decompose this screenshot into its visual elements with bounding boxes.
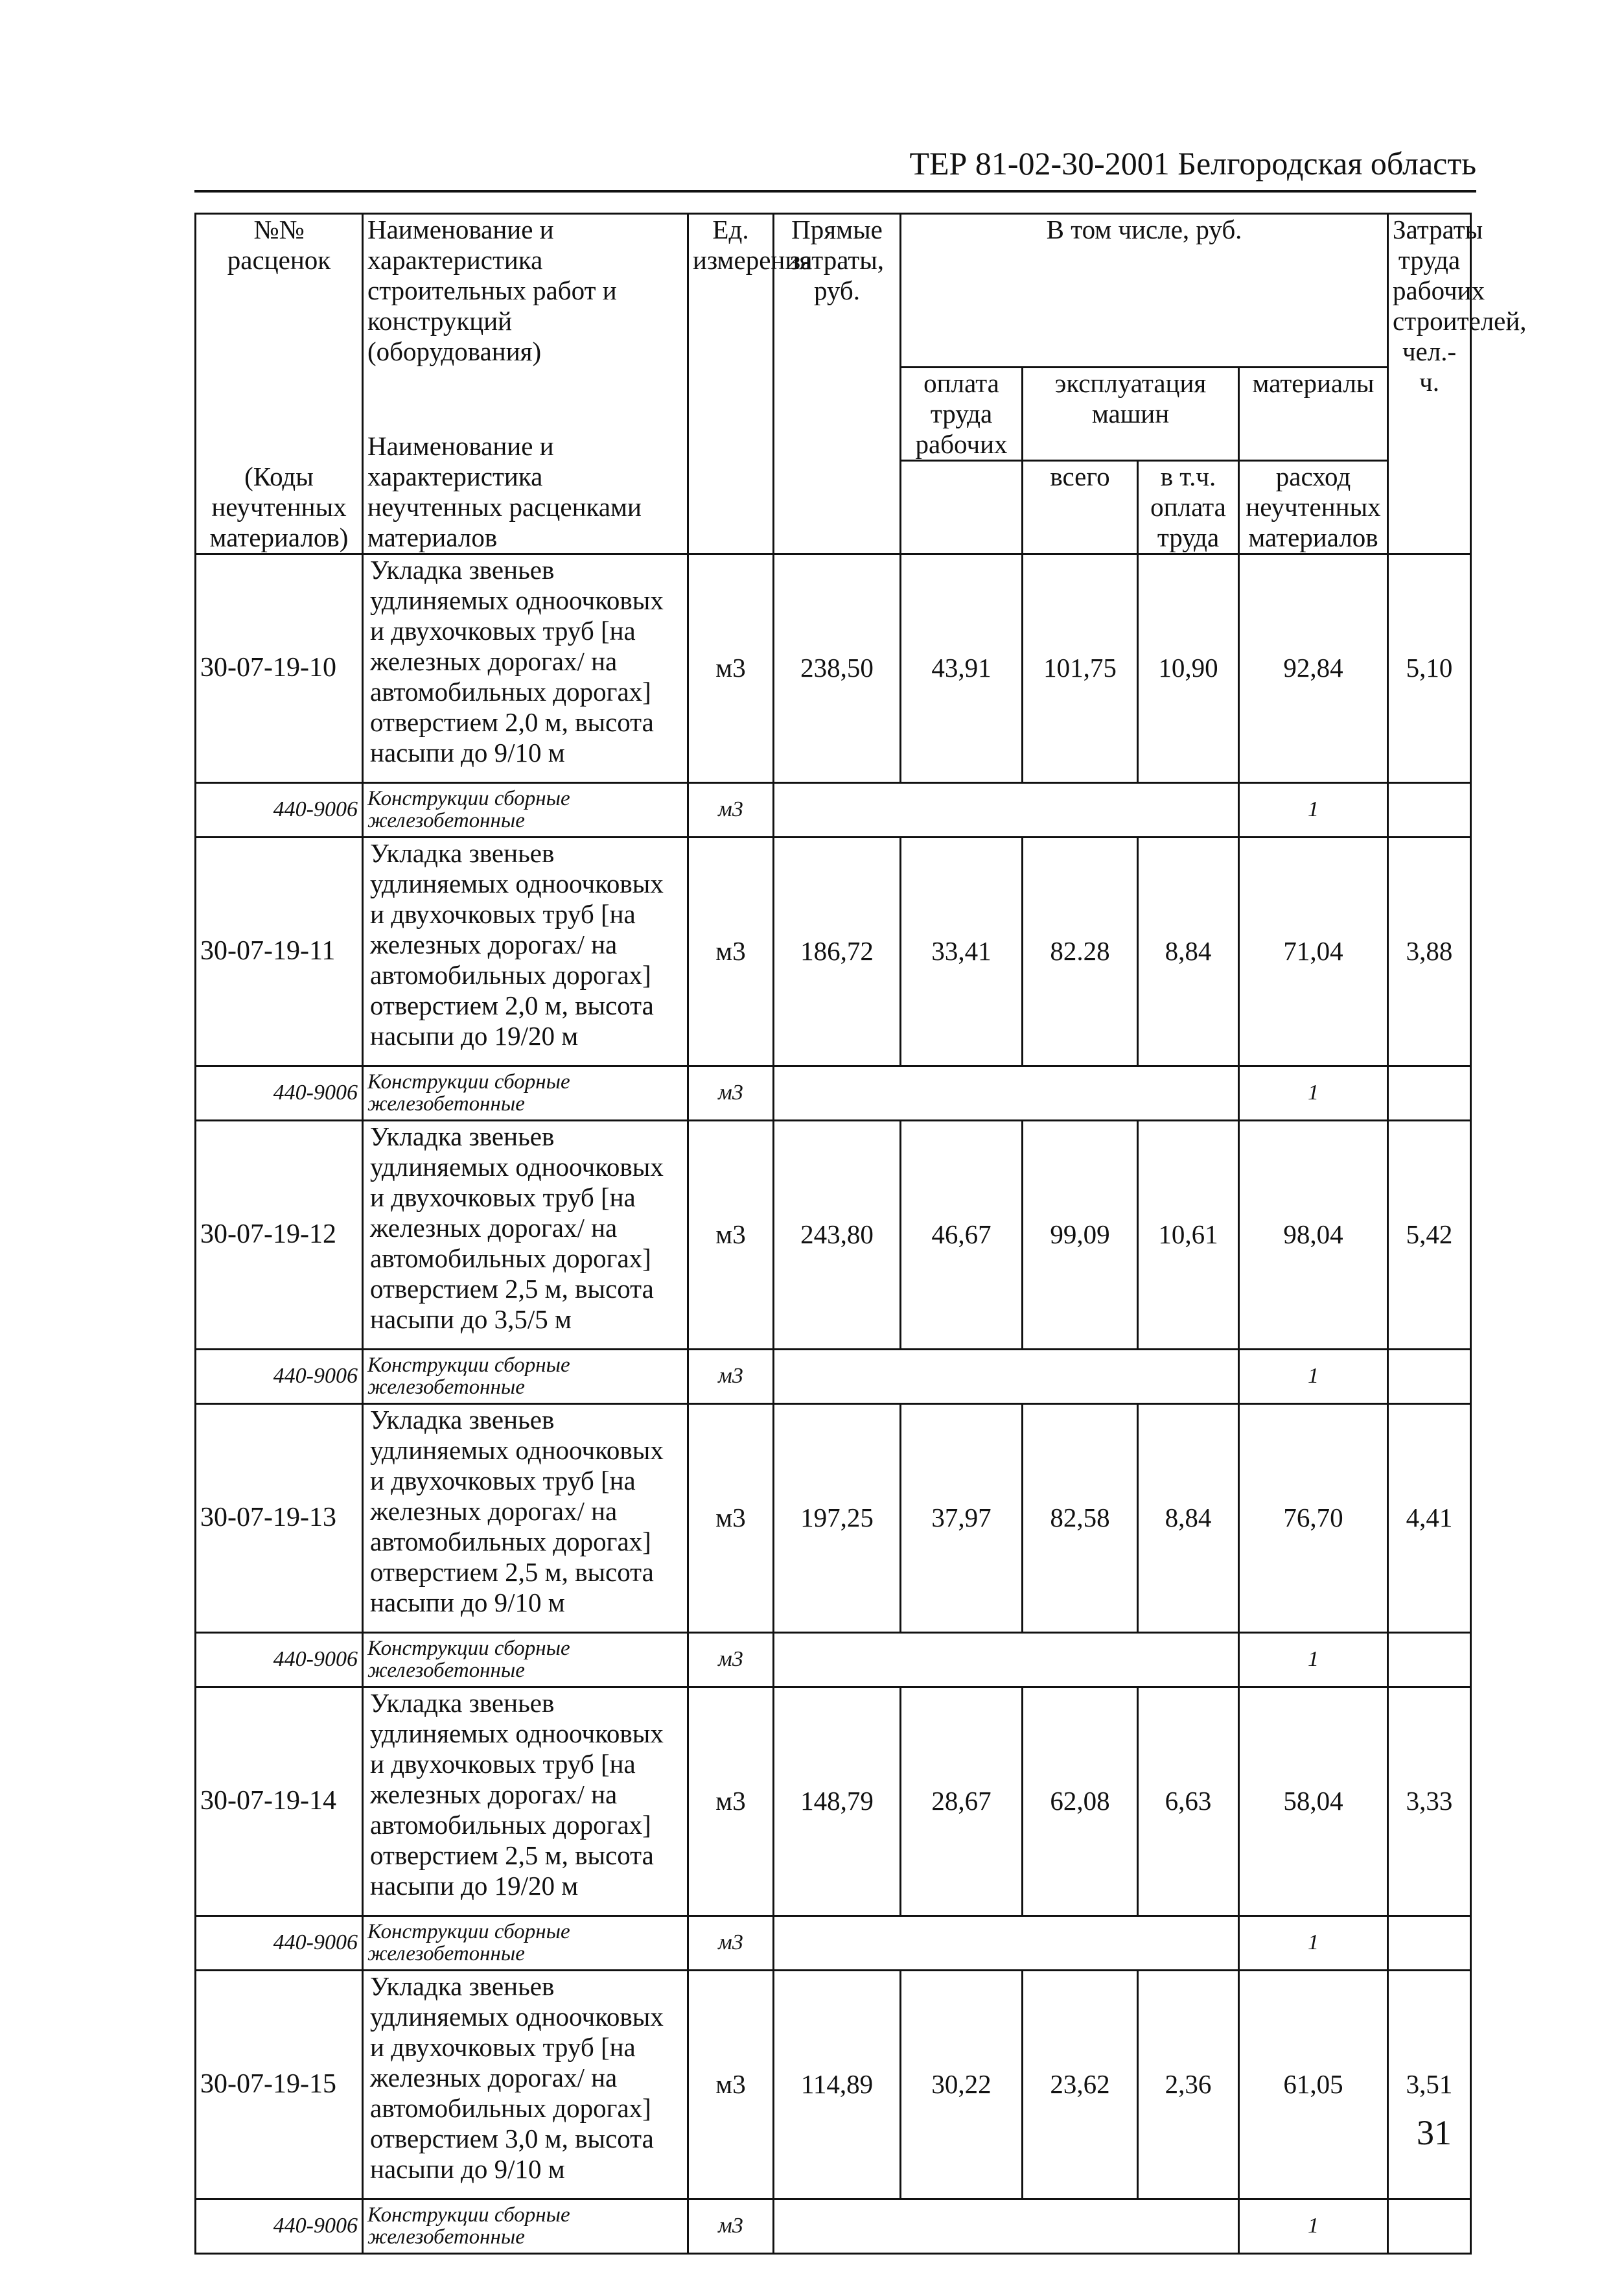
header-rule (194, 190, 1476, 193)
material-quantity: 1 (1239, 1916, 1388, 1970)
rate-labor: 5,42 (1388, 1120, 1471, 1349)
rate-machines-total: 23,62 (1023, 1970, 1138, 2199)
unaccounted-material-row (196, 1349, 1471, 1403)
rate-row (196, 554, 1471, 782)
rate-materials: 98,04 (1239, 1120, 1388, 1349)
rate-wages: 33,41 (901, 837, 1023, 1066)
rate-unit: м3 (688, 1403, 774, 1632)
material-labor-blank (1388, 2199, 1471, 2253)
rate-direct-costs: 114,89 (774, 1970, 901, 2199)
rate-unit: м3 (688, 1970, 774, 2199)
rate-description: Укладка звеньев удлиняемых одноочковых и двухочковых труб [на железных дорогах/ на автомобильных дорогах] отверстием 2,5 м, высота насыпи до 3,5/5 м (363, 1120, 688, 1349)
header-name: Наименование и характеристика строительных работ и конструкций (оборудования) (363, 214, 688, 368)
material-name: Конструкции сборные железобетонные (363, 2199, 688, 2253)
rate-machines-wages: 10,90 (1138, 554, 1239, 782)
material-code: 440-9006 (196, 1916, 363, 1970)
material-blank (774, 1349, 1239, 1403)
rate-labor: 3,33 (1388, 1687, 1471, 1916)
rate-wages: 43,91 (901, 554, 1023, 782)
header-unit: Ед. измерения (688, 214, 774, 554)
rate-machines-wages: 8,84 (1138, 1403, 1239, 1632)
rate-description: Укладка звеньев удлиняемых одноочковых и двухочковых труб [на железных дорогах/ на автомобильных дорогах] отверстием 3,0 м, высота насыпи до 9/10 м (363, 1970, 688, 2199)
header-machines-wages: в т.ч. оплата труда (1138, 460, 1239, 554)
material-code: 440-9006 (196, 2199, 363, 2253)
material-name: Конструкции сборные железобетонные (363, 1632, 688, 1687)
table-header (196, 214, 1527, 554)
rate-description: Укладка звеньев удлиняемых одноочковых и двухочковых труб [на железных дорогах/ на автомобильных дорогах] отверстием 2,5 м, высота насыпи до 19/20 м (363, 1687, 688, 1916)
rate-description: Укладка звеньев удлиняемых одноочковых и двухочковых труб [на железных дорогах/ на автомобильных дорогах] отверстием 2,0 м, высота насыпи до 19/20 м (363, 837, 688, 1066)
material-blank (774, 782, 1239, 837)
material-unit: м3 (688, 1066, 774, 1120)
rate-row (196, 837, 1471, 1066)
material-code: 440-9006 (196, 1349, 363, 1403)
header-machines-total: всего (1023, 460, 1138, 554)
material-name: Конструкции сборные железобетонные (363, 1916, 688, 1970)
rate-unit: м3 (688, 1120, 774, 1349)
rate-labor: 3,88 (1388, 837, 1471, 1066)
header-machines-group: эксплуатация машин (1023, 367, 1239, 460)
rate-machines-total: 99,09 (1023, 1120, 1138, 1349)
material-unit: м3 (688, 1916, 774, 1970)
rate-machines-total: 82,58 (1023, 1403, 1138, 1632)
material-blank (774, 1066, 1239, 1120)
material-code: 440-9006 (196, 1632, 363, 1687)
material-unit: м3 (688, 2199, 774, 2253)
document-header-title: ТЕР 81-02-30-2001 Белгородская область (909, 145, 1476, 182)
header-code: №№ расценок (196, 214, 363, 368)
rate-direct-costs: 186,72 (774, 837, 901, 1066)
rate-machines-wages: 8,84 (1138, 837, 1239, 1066)
unaccounted-material-row (196, 782, 1471, 837)
material-blank (774, 1916, 1239, 1970)
material-name: Конструкции сборные железобетонные (363, 1349, 688, 1403)
material-blank (774, 1632, 1239, 1687)
unaccounted-material-row (196, 1916, 1471, 1970)
rate-code: 30-07-19-12 (196, 1120, 363, 1349)
header-unaccounted-codes: (Коды неучтенных материалов) (196, 367, 363, 554)
rate-row (196, 1403, 1471, 1632)
material-blank (774, 2199, 1239, 2253)
rate-wages: 30,22 (901, 1970, 1023, 2199)
rate-unit: м3 (688, 554, 774, 782)
rate-machines-wages: 10,61 (1138, 1120, 1239, 1349)
header-unaccounted-name: Наименование и характеристика неучтенных расценками материалов (363, 367, 688, 554)
rate-direct-costs: 238,50 (774, 554, 901, 782)
rate-labor: 4,41 (1388, 1403, 1471, 1632)
header-labor-costs: Затраты труда рабочих строителей, чел.-ч. (1388, 214, 1471, 554)
material-unit: м3 (688, 782, 774, 837)
rate-wages: 46,67 (901, 1120, 1023, 1349)
rate-materials: 76,70 (1239, 1403, 1388, 1632)
material-quantity: 1 (1239, 782, 1388, 837)
page-number: 31 (1417, 2113, 1452, 2152)
rate-wages: 37,97 (901, 1403, 1023, 1632)
rate-direct-costs: 197,25 (774, 1403, 901, 1632)
rate-wages: 28,67 (901, 1687, 1023, 1916)
rate-row (196, 1970, 1471, 2199)
rate-machines-total: 82.28 (1023, 837, 1138, 1066)
header-including-group: В том числе, руб. (901, 214, 1388, 368)
rate-machines-wages: 2,36 (1138, 1970, 1239, 2199)
rate-materials: 71,04 (1239, 837, 1388, 1066)
rate-machines-wages: 6,63 (1138, 1687, 1239, 1916)
material-labor-blank (1388, 1349, 1471, 1403)
material-quantity: 1 (1239, 1066, 1388, 1120)
rate-row (196, 1687, 1471, 1916)
material-labor-blank (1388, 782, 1471, 837)
header-direct-costs: Прямые затраты, руб. (774, 214, 901, 554)
rate-description: Укладка звеньев удлиняемых одноочковых и двухочковых труб [на железных дорогах/ на автомобильных дорогах] отверстием 2,0 м, высота насыпи до 9/10 м (363, 554, 688, 782)
rate-materials: 61,05 (1239, 1970, 1388, 2199)
rate-machines-total: 62,08 (1023, 1687, 1138, 1916)
rate-description: Укладка звеньев удлиняемых одноочковых и двухочковых труб [на железных дорогах/ на автомобильных дорогах] отверстием 2,5 м, высота насыпи до 9/10 м (363, 1403, 688, 1632)
rate-direct-costs: 148,79 (774, 1687, 901, 1916)
rate-code: 30-07-19-11 (196, 837, 363, 1066)
rate-labor: 5,10 (1388, 554, 1471, 782)
table-body (196, 554, 1471, 2253)
material-name: Конструкции сборные железобетонные (363, 1066, 688, 1120)
rate-unit: м3 (688, 1687, 774, 1916)
header-unaccounted-consumption: расход неучтенных материалов (1239, 460, 1388, 554)
rate-code: 30-07-19-10 (196, 554, 363, 782)
rate-direct-costs: 243,80 (774, 1120, 901, 1349)
material-unit: м3 (688, 1632, 774, 1687)
material-quantity: 1 (1239, 1632, 1388, 1687)
rate-code: 30-07-19-15 (196, 1970, 363, 2199)
rate-unit: м3 (688, 837, 774, 1066)
rate-materials: 58,04 (1239, 1687, 1388, 1916)
rate-labor: 3,51 (1388, 1970, 1471, 2199)
unaccounted-material-row (196, 1066, 1471, 1120)
header-wages: оплата труда рабочих (901, 367, 1023, 460)
material-labor-blank (1388, 1066, 1471, 1120)
unaccounted-material-row (196, 2199, 1471, 2253)
rate-machines-total: 101,75 (1023, 554, 1138, 782)
header-wages-blank (901, 460, 1023, 554)
material-code: 440-9006 (196, 782, 363, 837)
unaccounted-material-row (196, 1632, 1471, 1687)
rate-materials: 92,84 (1239, 554, 1388, 782)
material-code: 440-9006 (196, 1066, 363, 1120)
material-quantity: 1 (1239, 2199, 1388, 2253)
rate-code: 30-07-19-13 (196, 1403, 363, 1632)
material-labor-blank (1388, 1632, 1471, 1687)
material-labor-blank (1388, 1916, 1471, 1970)
rate-row (196, 1120, 1471, 1349)
material-name: Конструкции сборные железобетонные (363, 782, 688, 837)
rate-code: 30-07-19-14 (196, 1687, 363, 1916)
material-unit: м3 (688, 1349, 774, 1403)
rates-table (194, 213, 1527, 2255)
material-quantity: 1 (1239, 1349, 1388, 1403)
header-materials: материалы (1239, 367, 1388, 460)
